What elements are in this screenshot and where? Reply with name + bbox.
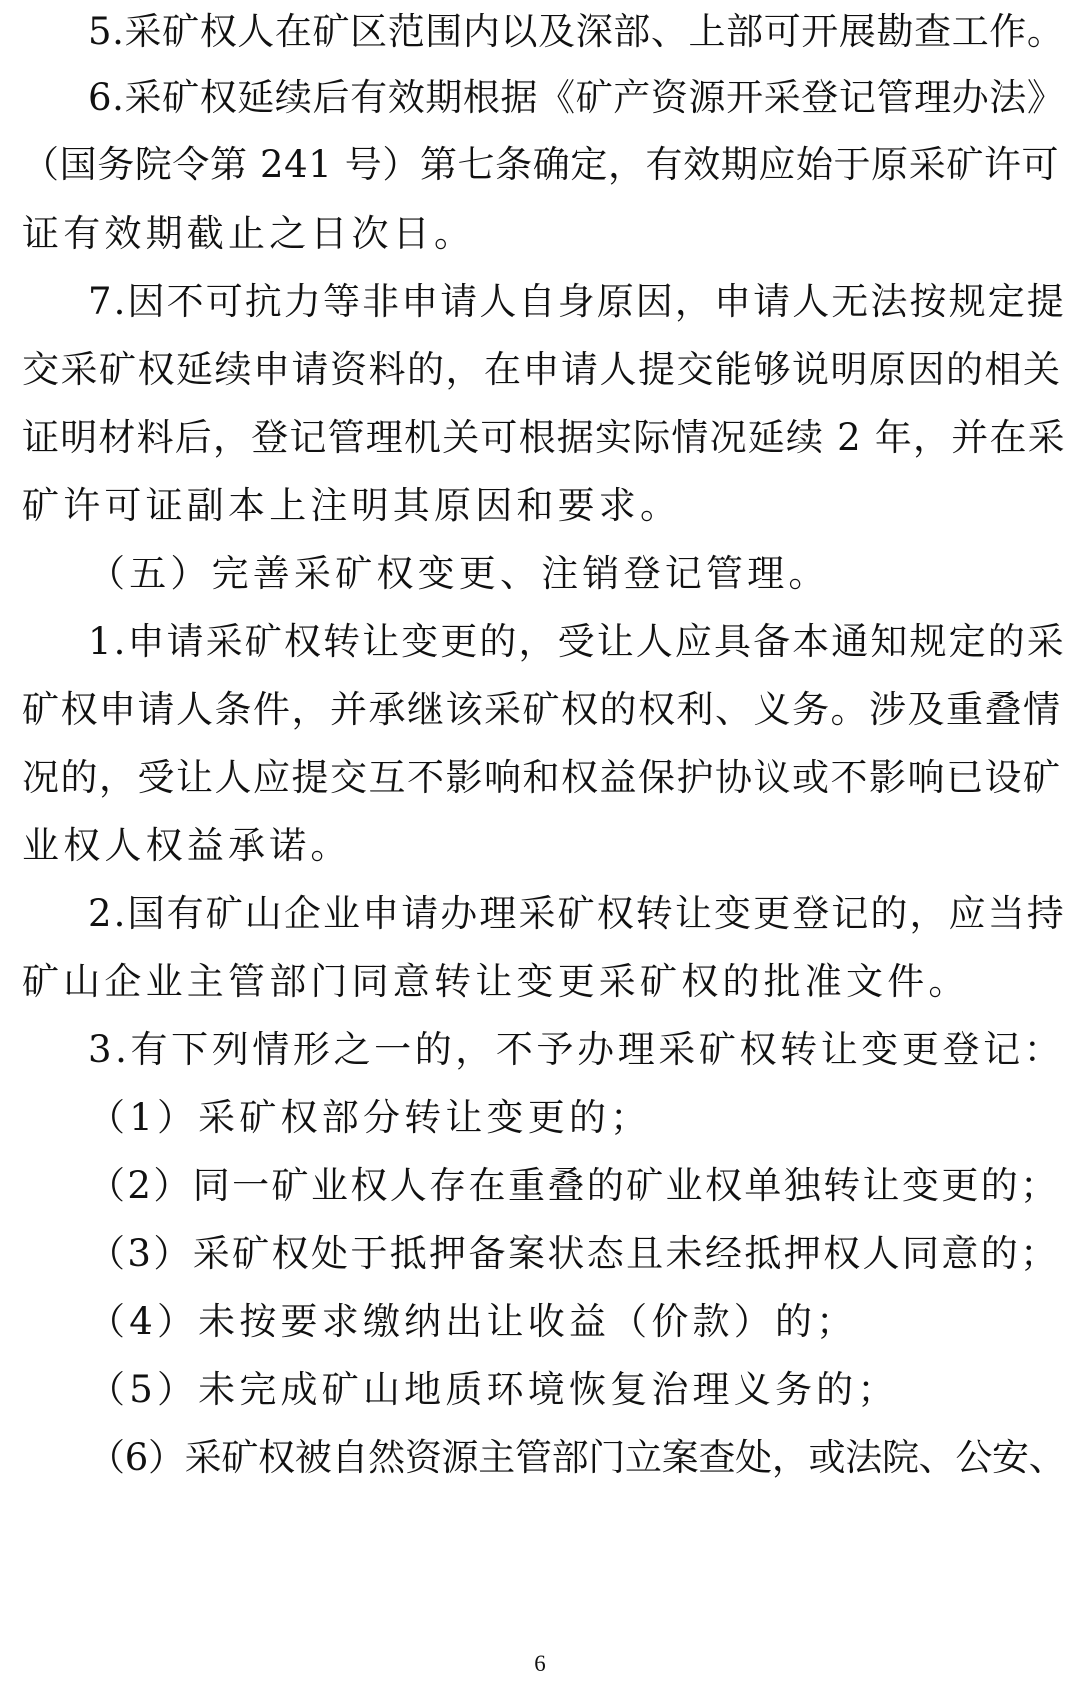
section-heading: （五）完善采矿权变更、注销登记管理。 (88, 552, 830, 595)
page-number: 6 (534, 1651, 546, 1676)
list-item: （5）未完成矿山地质环境恢复治理义务的； (88, 1368, 899, 1411)
text-line: 矿山企业主管部门同意转让变更采矿权的批准文件。 (22, 960, 970, 1003)
text-line: 证明材料后，登记管理机关可根据实际情况延续 2 年，并在采 (22, 416, 1066, 459)
text-line: 证有效期截止之日次日。 (22, 212, 476, 255)
text-line: 交采矿权延续申请资料的，在申请人提交能够说明原因的相关 (22, 348, 1062, 391)
list-item: （1）采矿权部分转让变更的； (88, 1096, 652, 1139)
text-line: 1.申请采矿权转让变更的，受让人应具备本通知规定的采 (88, 620, 1066, 663)
text-line: 7.因不可抗力等非申请人自身原因，申请人无法按规定提 (88, 280, 1066, 323)
text-line: 3.有下列情形之一的，不予办理采矿权转让变更登记： (88, 1028, 1065, 1071)
text-line: 况的，受让人应提交互不影响和权益保护协议或不影响已设矿 (22, 756, 1062, 799)
text-line: 6.采矿权延续后有效期根据《矿产资源开采登记管理办法》 (88, 76, 1065, 119)
text-line: 5.采矿权人在矿区范围内以及深部、上部可开展勘查工作。 (88, 10, 1065, 53)
list-item: （6）采矿权被自然资源主管部门立案查处，或法院、公安、 (88, 1436, 1066, 1479)
list-item: （4）未按要求缴纳出让收益（价款）的； (88, 1300, 858, 1343)
text-line: 2.国有矿山企业申请办理采矿权转让变更登记的，应当持 (88, 892, 1066, 935)
list-item: （3）采矿权处于抵押备案状态且未经抵押权人同意的； (88, 1232, 1060, 1275)
text-line: 矿权申请人条件，并承继该采矿权的权利、义务。涉及重叠情 (22, 688, 1062, 731)
text-line: 业权人权益承诺。 (22, 824, 352, 867)
list-item: （2）同一矿业权人存在重叠的矿业权单独转让变更的； (88, 1164, 1060, 1207)
text-line: （国务院令第 241 号）第七条确定，有效期应始于原采矿许可 (22, 143, 1060, 186)
text-line: 矿许可证副本上注明其原因和要求。 (22, 484, 682, 527)
